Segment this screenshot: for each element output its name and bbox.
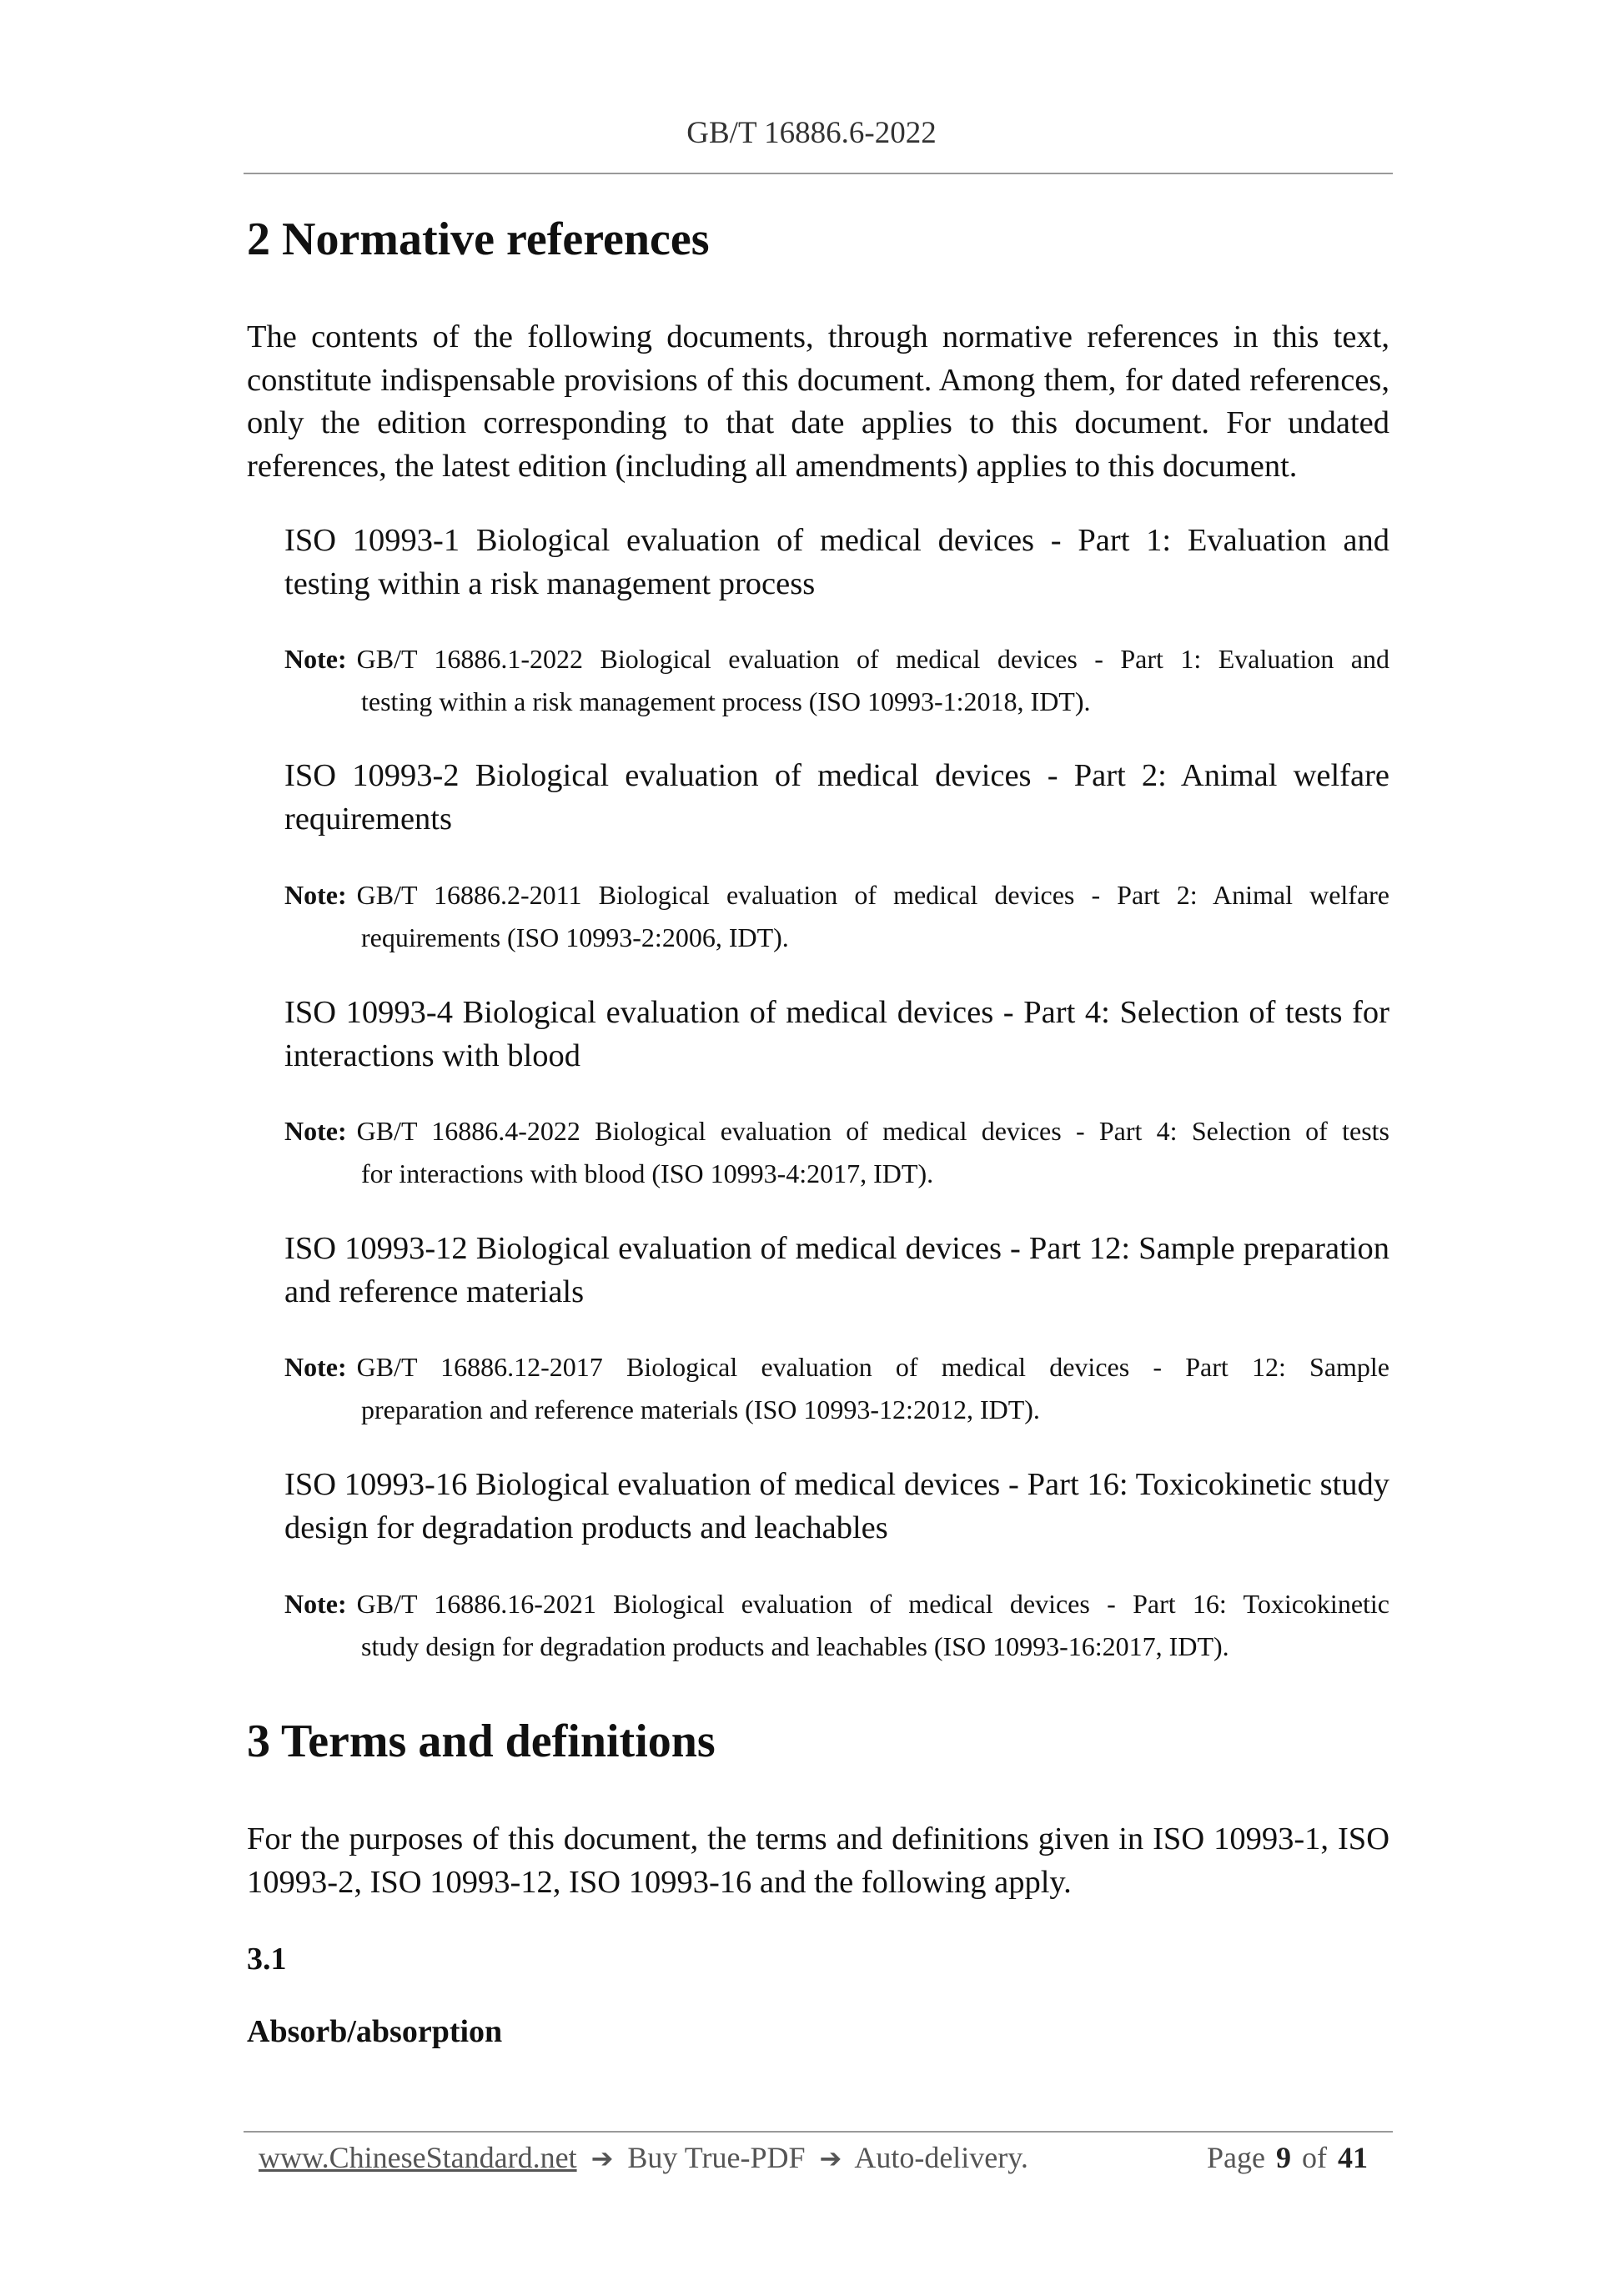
delivery-text: Auto-delivery. xyxy=(854,2141,1028,2174)
note-text-continued: testing within a risk management process (ISO 10993-1:2018, IDT). xyxy=(361,686,1091,716)
note-label: Note: xyxy=(284,880,347,910)
page-current: 9 xyxy=(1276,2141,1291,2174)
page-of: of xyxy=(1302,2141,1327,2174)
buy-text: Buy True-PDF xyxy=(627,2141,806,2174)
arrow-right-icon: ➔ xyxy=(819,2143,842,2174)
page-label: Page xyxy=(1207,2141,1265,2174)
note-text-continued: for interactions with blood (ISO 10993-4:2017, IDT). xyxy=(361,1158,934,1188)
note-text: GB/T 16886.4-2022 Biological evaluation of medical devices - Part 4: Selection of tests xyxy=(356,1116,1389,1146)
page-footer xyxy=(259,2140,1368,2175)
note-text: GB/T 16886.1-2022 Biological evaluation of medical devices - Part 1: Evaluation and xyxy=(356,644,1389,674)
page-number xyxy=(1203,2140,1368,2175)
note-label: Note: xyxy=(284,1116,347,1146)
section-3-intro: For the purposes of this document, the terms and definitions given in ISO 10993-1, ISO 10993-2, ISO 10993-12, ISO 10993-16 and the following apply. xyxy=(247,1821,1389,1900)
header-divider xyxy=(244,173,1393,174)
note-reference-1 xyxy=(284,638,1389,723)
reference-iso-10993-2: ISO 10993-2 Biological evaluation of medical devices - Part 2: Animal welfare requirements xyxy=(284,758,1389,837)
note-reference-4 xyxy=(284,1346,1389,1431)
site-link[interactable]: www.ChineseStandard.net xyxy=(259,2141,577,2174)
section-2-heading: 2 Normative references xyxy=(247,214,710,265)
note-label: Note: xyxy=(284,1589,347,1619)
note-text-continued: preparation and reference materials (ISO 10993-12:2012, IDT). xyxy=(361,1394,1040,1424)
note-text-continued: requirements (ISO 10993-2:2006, IDT). xyxy=(361,922,789,952)
footer-divider xyxy=(244,2131,1393,2133)
section-2-intro: The contents of the following documents, through normative references in this text, constitute indispensable provisions of this document. Among them, for dated references, only the edition corresponding to that date applies to this document. For undated references, the latest edition (including all amendments) applies to this document. xyxy=(247,319,1389,484)
reference-iso-10993-16: ISO 10993-16 Biological evaluation of medical devices - Part 16: Toxicokinetic study design for degradation products and leachables xyxy=(284,1467,1389,1545)
note-text: GB/T 16886.16-2021 Biological evaluation of medical devices - Part 16: Toxicokinetic xyxy=(356,1589,1389,1619)
note-text-continued: study design for degradation products and leachables (ISO 10993-16:2017, IDT). xyxy=(361,1631,1229,1661)
note-reference-5 xyxy=(284,1583,1389,1668)
arrow-right-icon: ➔ xyxy=(590,2143,614,2174)
term-heading: Absorb/absorption xyxy=(247,2014,503,2049)
note-text: GB/T 16886.2-2011 Biological evaluation of medical devices - Part 2: Animal welfare xyxy=(356,880,1389,910)
note-label: Note: xyxy=(284,644,347,674)
reference-iso-10993-12: ISO 10993-12 Biological evaluation of medical devices - Part 12: Sample preparation and reference materials xyxy=(284,1231,1389,1309)
note-reference-3 xyxy=(284,1110,1389,1195)
section-3-heading: 3 Terms and definitions xyxy=(247,1716,716,1767)
reference-iso-10993-4: ISO 10993-4 Biological evaluation of medical devices - Part 4: Selection of tests for interactions with blood xyxy=(284,995,1389,1073)
note-label: Note: xyxy=(284,1352,347,1382)
page-total: 41 xyxy=(1338,2141,1368,2174)
standard-code-header: GB/T 16886.6-2022 xyxy=(686,116,937,150)
clause-number: 3.1 xyxy=(247,1942,287,1977)
note-text: GB/T 16886.12-2017 Biological evaluation of medical devices - Part 12: Sample xyxy=(356,1352,1389,1382)
note-reference-2 xyxy=(284,874,1389,959)
footer-promo xyxy=(259,2140,1028,2175)
reference-iso-10993-1: ISO 10993-1 Biological evaluation of medical devices - Part 1: Evaluation and testing within a risk management process xyxy=(284,523,1389,601)
